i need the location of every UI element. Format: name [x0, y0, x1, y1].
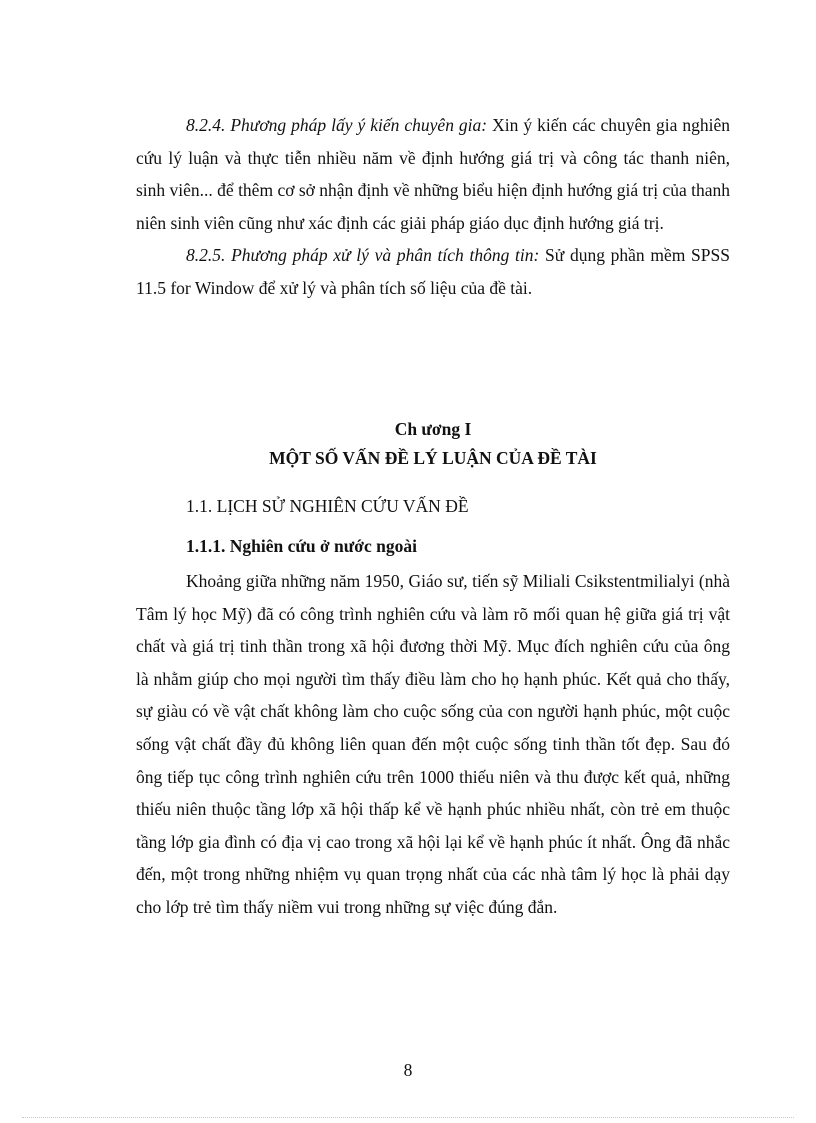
- page-number: 8: [403, 1060, 413, 1080]
- body-block: [136, 565, 730, 924]
- heading-1-1-1: 1.1.1. Nghiên cứu ở nước ngoài: [186, 536, 417, 556]
- chapter-title: MỘT SỐ VẤN ĐỀ LÝ LUẬN CỦA ĐỀ TÀI: [269, 448, 597, 468]
- paragraph-foreign-research: Khoảng giữa những năm 1950, Giáo sư, tiến sỹ Miliali Csikstentmilialyi (nhà Tâm lý học Mỹ) đã có công trình nghiên cứu và làm rõ mối quan hệ giữa giá trị vật chất và giá trị tinh thần trong xã hội đương thời Mỹ. Mục đích nghiên cứu của ông là nhằm giúp cho mọi người tìm thấy điều làm cho họ hạnh phúc. Kết quả cho thấy, sự giàu có về vật chất không làm cho cuộc sống của con người hạnh phúc, một cuộc sống vật chất đầy đủ không liên quan đến một cuộc sống tinh thần tốt đẹp. Sau đó ông tiếp tục công trình nghiên cứu trên 1000 thiếu niên và thu được kết quả, những thiếu niên thuộc tầng lớp xã hội thấp kể về hạnh phúc nhiều nhất, còn trẻ em thuộc tầng lớp gia đình có địa vị cao trong xã hội lại kể về hạnh phúc ít nhất. Ông đã nhắc đến, một trong những nhiệm vụ quan trọng nhất của các nhà tâm lý học là phải dạy cho lớp trẻ tìm thấy niềm vui trong những sự việc đúng đắn.: [136, 571, 730, 917]
- section-label-8-2-4: 8.2.4. Phương pháp lấy ý kiến chuyên gia:: [186, 115, 488, 135]
- section-text-8-2-4: Xin ý kiến các chuyên gia nghiên cứu lý luận và thực tiễn nhiều năm về định hướng giá trị và công tác thanh niên, sinh viên... để thêm cơ sở nhận định về những biểu hiện định hướng giá trị của thanh niên sinh viên cũng như xác định các giải pháp giáo dục định hướng giá trị.: [136, 115, 730, 233]
- methods-block: [136, 109, 730, 305]
- section-label-8-2-5: 8.2.5. Phương pháp xử lý và phân tích thông tin:: [186, 245, 540, 266]
- paragraph-data-analysis: [136, 239, 730, 304]
- chapter-number: Ch ương I: [394, 419, 472, 439]
- page-bottom-divider: [22, 1117, 794, 1118]
- heading-1-1: 1.1. LỊCH SỬ NGHIÊN CỨU VẤN ĐỀ: [186, 496, 469, 516]
- paragraph-expert-opinion: [136, 109, 730, 239]
- section-text-8-2-5: Sử dụng phần mềm SPSS 11.5 for Window để xử lý và phân tích số liệu của đề tài.: [136, 245, 730, 298]
